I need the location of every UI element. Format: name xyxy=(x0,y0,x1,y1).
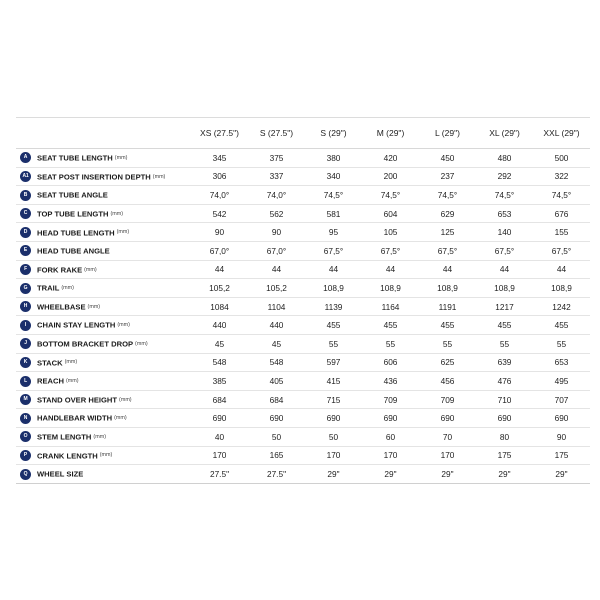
measurement-letter-badge: I xyxy=(20,320,31,331)
measurement-value: 45 xyxy=(191,334,248,353)
measurement-value: 340 xyxy=(305,167,362,186)
measurement-letter-badge: A1 xyxy=(20,171,31,182)
measurement-value: 27.5" xyxy=(191,465,248,484)
measurement-value: 690 xyxy=(419,409,476,428)
size-header: XXL (29") xyxy=(533,118,590,149)
measurement-label-cell xyxy=(16,279,191,298)
measurement-letter-badge: B xyxy=(20,190,31,201)
measurement-value: 440 xyxy=(191,316,248,335)
measurement-value: 715 xyxy=(305,390,362,409)
measurement-value: 597 xyxy=(305,353,362,372)
measurement-value: 67,0° xyxy=(191,241,248,260)
measurement-value: 1164 xyxy=(362,297,419,316)
measurement-value: 690 xyxy=(191,409,248,428)
measurement-letter-badge: G xyxy=(20,283,31,294)
measurement-value: 155 xyxy=(533,223,590,242)
measurement-value: 709 xyxy=(419,390,476,409)
measurement-value: 105,2 xyxy=(191,279,248,298)
measurement-label-cell xyxy=(16,316,191,335)
measurement-letter-badge: K xyxy=(20,357,31,368)
size-header: XS (27.5") xyxy=(191,118,248,149)
measurement-value: 29" xyxy=(362,465,419,484)
measurement-name: STAND OVER HEIGHT xyxy=(37,395,118,405)
measurement-unit: (mm) xyxy=(99,452,113,459)
measurement-value: 44 xyxy=(533,260,590,279)
measurement-value: 67,0° xyxy=(248,241,305,260)
measurement-value: 562 xyxy=(248,204,305,223)
measurement-value: 80 xyxy=(476,427,533,446)
measurement-value: 415 xyxy=(305,372,362,391)
measurement-value: 653 xyxy=(533,353,590,372)
measurement-value: 55 xyxy=(533,334,590,353)
measurement-value: 200 xyxy=(362,167,419,186)
measurement-value: 90 xyxy=(248,223,305,242)
measurement-letter-badge: F xyxy=(20,264,31,275)
measurement-unit: (mm) xyxy=(110,210,124,217)
measurement-name: SEAT POST INSERTION DEPTH xyxy=(37,172,151,182)
measurement-label-cell xyxy=(16,297,191,316)
measurement-value: 548 xyxy=(191,353,248,372)
table-row xyxy=(16,427,590,446)
measurement-name: HANDLEBAR WIDTH xyxy=(37,413,113,423)
measurement-value: 581 xyxy=(305,204,362,223)
measurement-letter-badge: Q xyxy=(20,469,31,480)
measurement-value: 450 xyxy=(419,149,476,168)
measurement-value: 542 xyxy=(191,204,248,223)
measurement-value: 690 xyxy=(248,409,305,428)
measurement-name: HEAD TUBE LENGTH xyxy=(37,227,115,237)
measurement-value: 676 xyxy=(533,204,590,223)
size-header: S (29") xyxy=(305,118,362,149)
measurement-unit: (mm) xyxy=(87,303,101,310)
measurement-value: 125 xyxy=(419,223,476,242)
geometry-body xyxy=(16,149,590,484)
measurement-value: 45 xyxy=(248,334,305,353)
table-row xyxy=(16,353,590,372)
measurement-unit: (mm) xyxy=(93,433,106,440)
measurement-letter-badge: D xyxy=(20,227,31,238)
measurement-value: 455 xyxy=(476,316,533,335)
measurement-value: 90 xyxy=(533,427,590,446)
measurement-label-cell xyxy=(16,372,191,391)
measurement-value: 345 xyxy=(191,149,248,168)
measurement-value: 67,5° xyxy=(533,241,590,260)
measurement-value: 456 xyxy=(419,372,476,391)
measurement-value: 436 xyxy=(362,372,419,391)
table-row xyxy=(16,149,590,168)
measurement-value: 306 xyxy=(191,167,248,186)
measurement-value: 108,9 xyxy=(533,279,590,298)
measurement-value: 108,9 xyxy=(305,279,362,298)
measurement-value: 455 xyxy=(419,316,476,335)
table-row xyxy=(16,204,590,223)
measurement-value: 337 xyxy=(248,167,305,186)
size-header-row xyxy=(16,118,590,149)
measurement-value: 237 xyxy=(419,167,476,186)
measurement-value: 690 xyxy=(305,409,362,428)
measurement-label-cell xyxy=(16,353,191,372)
measurement-name: SEAT TUBE LENGTH xyxy=(37,153,113,163)
measurement-value: 1217 xyxy=(476,297,533,316)
measurement-value: 322 xyxy=(533,167,590,186)
measurement-value: 44 xyxy=(362,260,419,279)
measurement-value: 480 xyxy=(476,149,533,168)
measurement-value: 70 xyxy=(419,427,476,446)
table-row xyxy=(16,167,590,186)
measurement-unit: (mm) xyxy=(117,322,130,329)
measurement-unit: (mm) xyxy=(84,266,97,273)
measurement-value: 385 xyxy=(191,372,248,391)
measurement-letter-badge: L xyxy=(20,376,31,387)
measurement-label-cell xyxy=(16,260,191,279)
measurement-value: 44 xyxy=(191,260,248,279)
measurement-value: 684 xyxy=(248,390,305,409)
table-row xyxy=(16,297,590,316)
measurement-name: BOTTOM BRACKET DROP xyxy=(37,339,134,349)
measurement-name: STEM LENGTH xyxy=(37,432,92,442)
measurement-unit: (mm) xyxy=(61,285,74,292)
measurement-letter-badge: C xyxy=(20,208,31,219)
measurement-label-cell xyxy=(16,334,191,353)
measurement-label-cell xyxy=(16,149,191,168)
measurement-unit: (mm) xyxy=(66,378,79,385)
table-row xyxy=(16,409,590,428)
measurement-value: 67,5° xyxy=(419,241,476,260)
measurement-value: 455 xyxy=(305,316,362,335)
measurement-value: 606 xyxy=(362,353,419,372)
measurement-value: 455 xyxy=(533,316,590,335)
measurement-value: 1242 xyxy=(533,297,590,316)
measurement-value: 67,5° xyxy=(476,241,533,260)
measurement-value: 67,5° xyxy=(362,241,419,260)
measurement-value: 74,5° xyxy=(305,186,362,205)
measurement-label-cell xyxy=(16,409,191,428)
measurement-value: 1104 xyxy=(248,297,305,316)
measurement-name: REACH xyxy=(37,376,65,386)
measurement-value: 29" xyxy=(533,465,590,484)
measurement-value: 707 xyxy=(533,390,590,409)
measurement-value: 170 xyxy=(305,446,362,465)
measurement-value: 108,9 xyxy=(476,279,533,298)
table-row xyxy=(16,446,590,465)
measurement-value: 74,5° xyxy=(419,186,476,205)
measurement-value: 105,2 xyxy=(248,279,305,298)
measurement-value: 1191 xyxy=(419,297,476,316)
measurement-value: 175 xyxy=(476,446,533,465)
measurement-letter-badge: M xyxy=(20,394,31,405)
measurement-label-cell xyxy=(16,446,191,465)
measurement-value: 690 xyxy=(533,409,590,428)
measurement-name: TOP TUBE LENGTH xyxy=(37,209,109,219)
measurement-unit: (mm) xyxy=(152,173,166,180)
measurement-name: SEAT TUBE ANGLE xyxy=(37,190,108,200)
table-row xyxy=(16,241,590,260)
measurement-value: 639 xyxy=(476,353,533,372)
measurement-value: 29" xyxy=(476,465,533,484)
measurement-value: 29" xyxy=(305,465,362,484)
measurement-value: 690 xyxy=(362,409,419,428)
measurement-letter-badge: J xyxy=(20,338,31,349)
measurement-value: 27.5" xyxy=(248,465,305,484)
measurement-value: 74,5° xyxy=(476,186,533,205)
measurement-value: 44 xyxy=(248,260,305,279)
measurement-value: 170 xyxy=(191,446,248,465)
measurement-value: 140 xyxy=(476,223,533,242)
measurement-value: 292 xyxy=(476,167,533,186)
measurement-label-cell xyxy=(16,186,191,205)
measurement-label-cell xyxy=(16,427,191,446)
size-header: L (29") xyxy=(419,118,476,149)
measurement-letter-badge: N xyxy=(20,413,31,424)
measurement-label-cell xyxy=(16,204,191,223)
geometry-table xyxy=(16,117,590,484)
table-row xyxy=(16,223,590,242)
table-row xyxy=(16,465,590,484)
measurement-unit: (mm) xyxy=(116,229,130,236)
measurement-unit: (mm) xyxy=(114,154,128,161)
size-header: S (27.5") xyxy=(248,118,305,149)
measurement-label-cell xyxy=(16,167,191,186)
measurement-value: 55 xyxy=(305,334,362,353)
measurement-value: 44 xyxy=(305,260,362,279)
measurement-value: 108,9 xyxy=(362,279,419,298)
measurement-letter-badge: P xyxy=(20,450,31,461)
table-row xyxy=(16,334,590,353)
table-row xyxy=(16,390,590,409)
measurement-value: 495 xyxy=(533,372,590,391)
measurement-value: 67,5° xyxy=(305,241,362,260)
size-header: M (29") xyxy=(362,118,419,149)
measurement-name: WHEELBASE xyxy=(37,302,86,312)
measurement-value: 170 xyxy=(362,446,419,465)
measurement-value: 165 xyxy=(248,446,305,465)
measurement-value: 684 xyxy=(191,390,248,409)
measurement-value: 710 xyxy=(476,390,533,409)
measurement-name: CRANK LENGTH xyxy=(37,450,98,460)
measurement-name: WHEEL SIZE xyxy=(37,469,84,479)
measurement-value: 476 xyxy=(476,372,533,391)
table-row xyxy=(16,186,590,205)
measurement-value: 375 xyxy=(248,149,305,168)
measurement-value: 50 xyxy=(305,427,362,446)
measurement-value: 690 xyxy=(476,409,533,428)
measurement-unit: (mm) xyxy=(119,396,132,403)
measurement-value: 1139 xyxy=(305,297,362,316)
measurement-value: 440 xyxy=(248,316,305,335)
measurement-name: TRAIL xyxy=(37,283,60,293)
measurement-value: 74,5° xyxy=(362,186,419,205)
measurement-value: 380 xyxy=(305,149,362,168)
header-corner xyxy=(16,118,191,149)
measurement-value: 105 xyxy=(362,223,419,242)
measurement-name: CHAIN STAY LENGTH xyxy=(37,320,116,330)
measurement-letter-badge: A xyxy=(20,152,31,163)
measurement-value: 40 xyxy=(191,427,248,446)
measurement-name: FORK RAKE xyxy=(37,265,83,275)
measurement-value: 709 xyxy=(362,390,419,409)
measurement-value: 29" xyxy=(419,465,476,484)
measurement-letter-badge: E xyxy=(20,245,31,256)
table-row xyxy=(16,260,590,279)
table-row xyxy=(16,279,590,298)
measurement-value: 625 xyxy=(419,353,476,372)
measurement-value: 420 xyxy=(362,149,419,168)
measurement-unit: (mm) xyxy=(114,415,127,422)
measurement-value: 500 xyxy=(533,149,590,168)
measurement-letter-badge: H xyxy=(20,301,31,312)
size-header: XL (29") xyxy=(476,118,533,149)
table-row xyxy=(16,316,590,335)
measurement-value: 55 xyxy=(362,334,419,353)
measurement-value: 604 xyxy=(362,204,419,223)
measurement-value: 175 xyxy=(533,446,590,465)
table-row xyxy=(16,372,590,391)
measurement-name: HEAD TUBE ANGLE xyxy=(37,246,110,256)
measurement-unit: (mm) xyxy=(64,359,78,366)
measurement-value: 90 xyxy=(191,223,248,242)
measurement-value: 653 xyxy=(476,204,533,223)
measurement-value: 629 xyxy=(419,204,476,223)
measurement-value: 74,0° xyxy=(191,186,248,205)
measurement-value: 95 xyxy=(305,223,362,242)
measurement-value: 1084 xyxy=(191,297,248,316)
measurement-label-cell xyxy=(16,390,191,409)
measurement-unit: (mm) xyxy=(135,340,148,347)
measurement-value: 170 xyxy=(419,446,476,465)
measurement-name: STACK xyxy=(37,357,63,367)
measurement-value: 548 xyxy=(248,353,305,372)
measurement-value: 50 xyxy=(248,427,305,446)
measurement-value: 405 xyxy=(248,372,305,391)
measurement-letter-badge: O xyxy=(20,431,31,442)
measurement-label-cell xyxy=(16,241,191,260)
measurement-label-cell xyxy=(16,465,191,484)
measurement-value: 44 xyxy=(476,260,533,279)
measurement-value: 44 xyxy=(419,260,476,279)
measurement-value: 108,9 xyxy=(419,279,476,298)
measurement-value: 55 xyxy=(419,334,476,353)
measurement-value: 55 xyxy=(476,334,533,353)
measurement-value: 74,0° xyxy=(248,186,305,205)
measurement-label-cell xyxy=(16,223,191,242)
measurement-value: 455 xyxy=(362,316,419,335)
measurement-value: 74,5° xyxy=(533,186,590,205)
measurement-value: 60 xyxy=(362,427,419,446)
